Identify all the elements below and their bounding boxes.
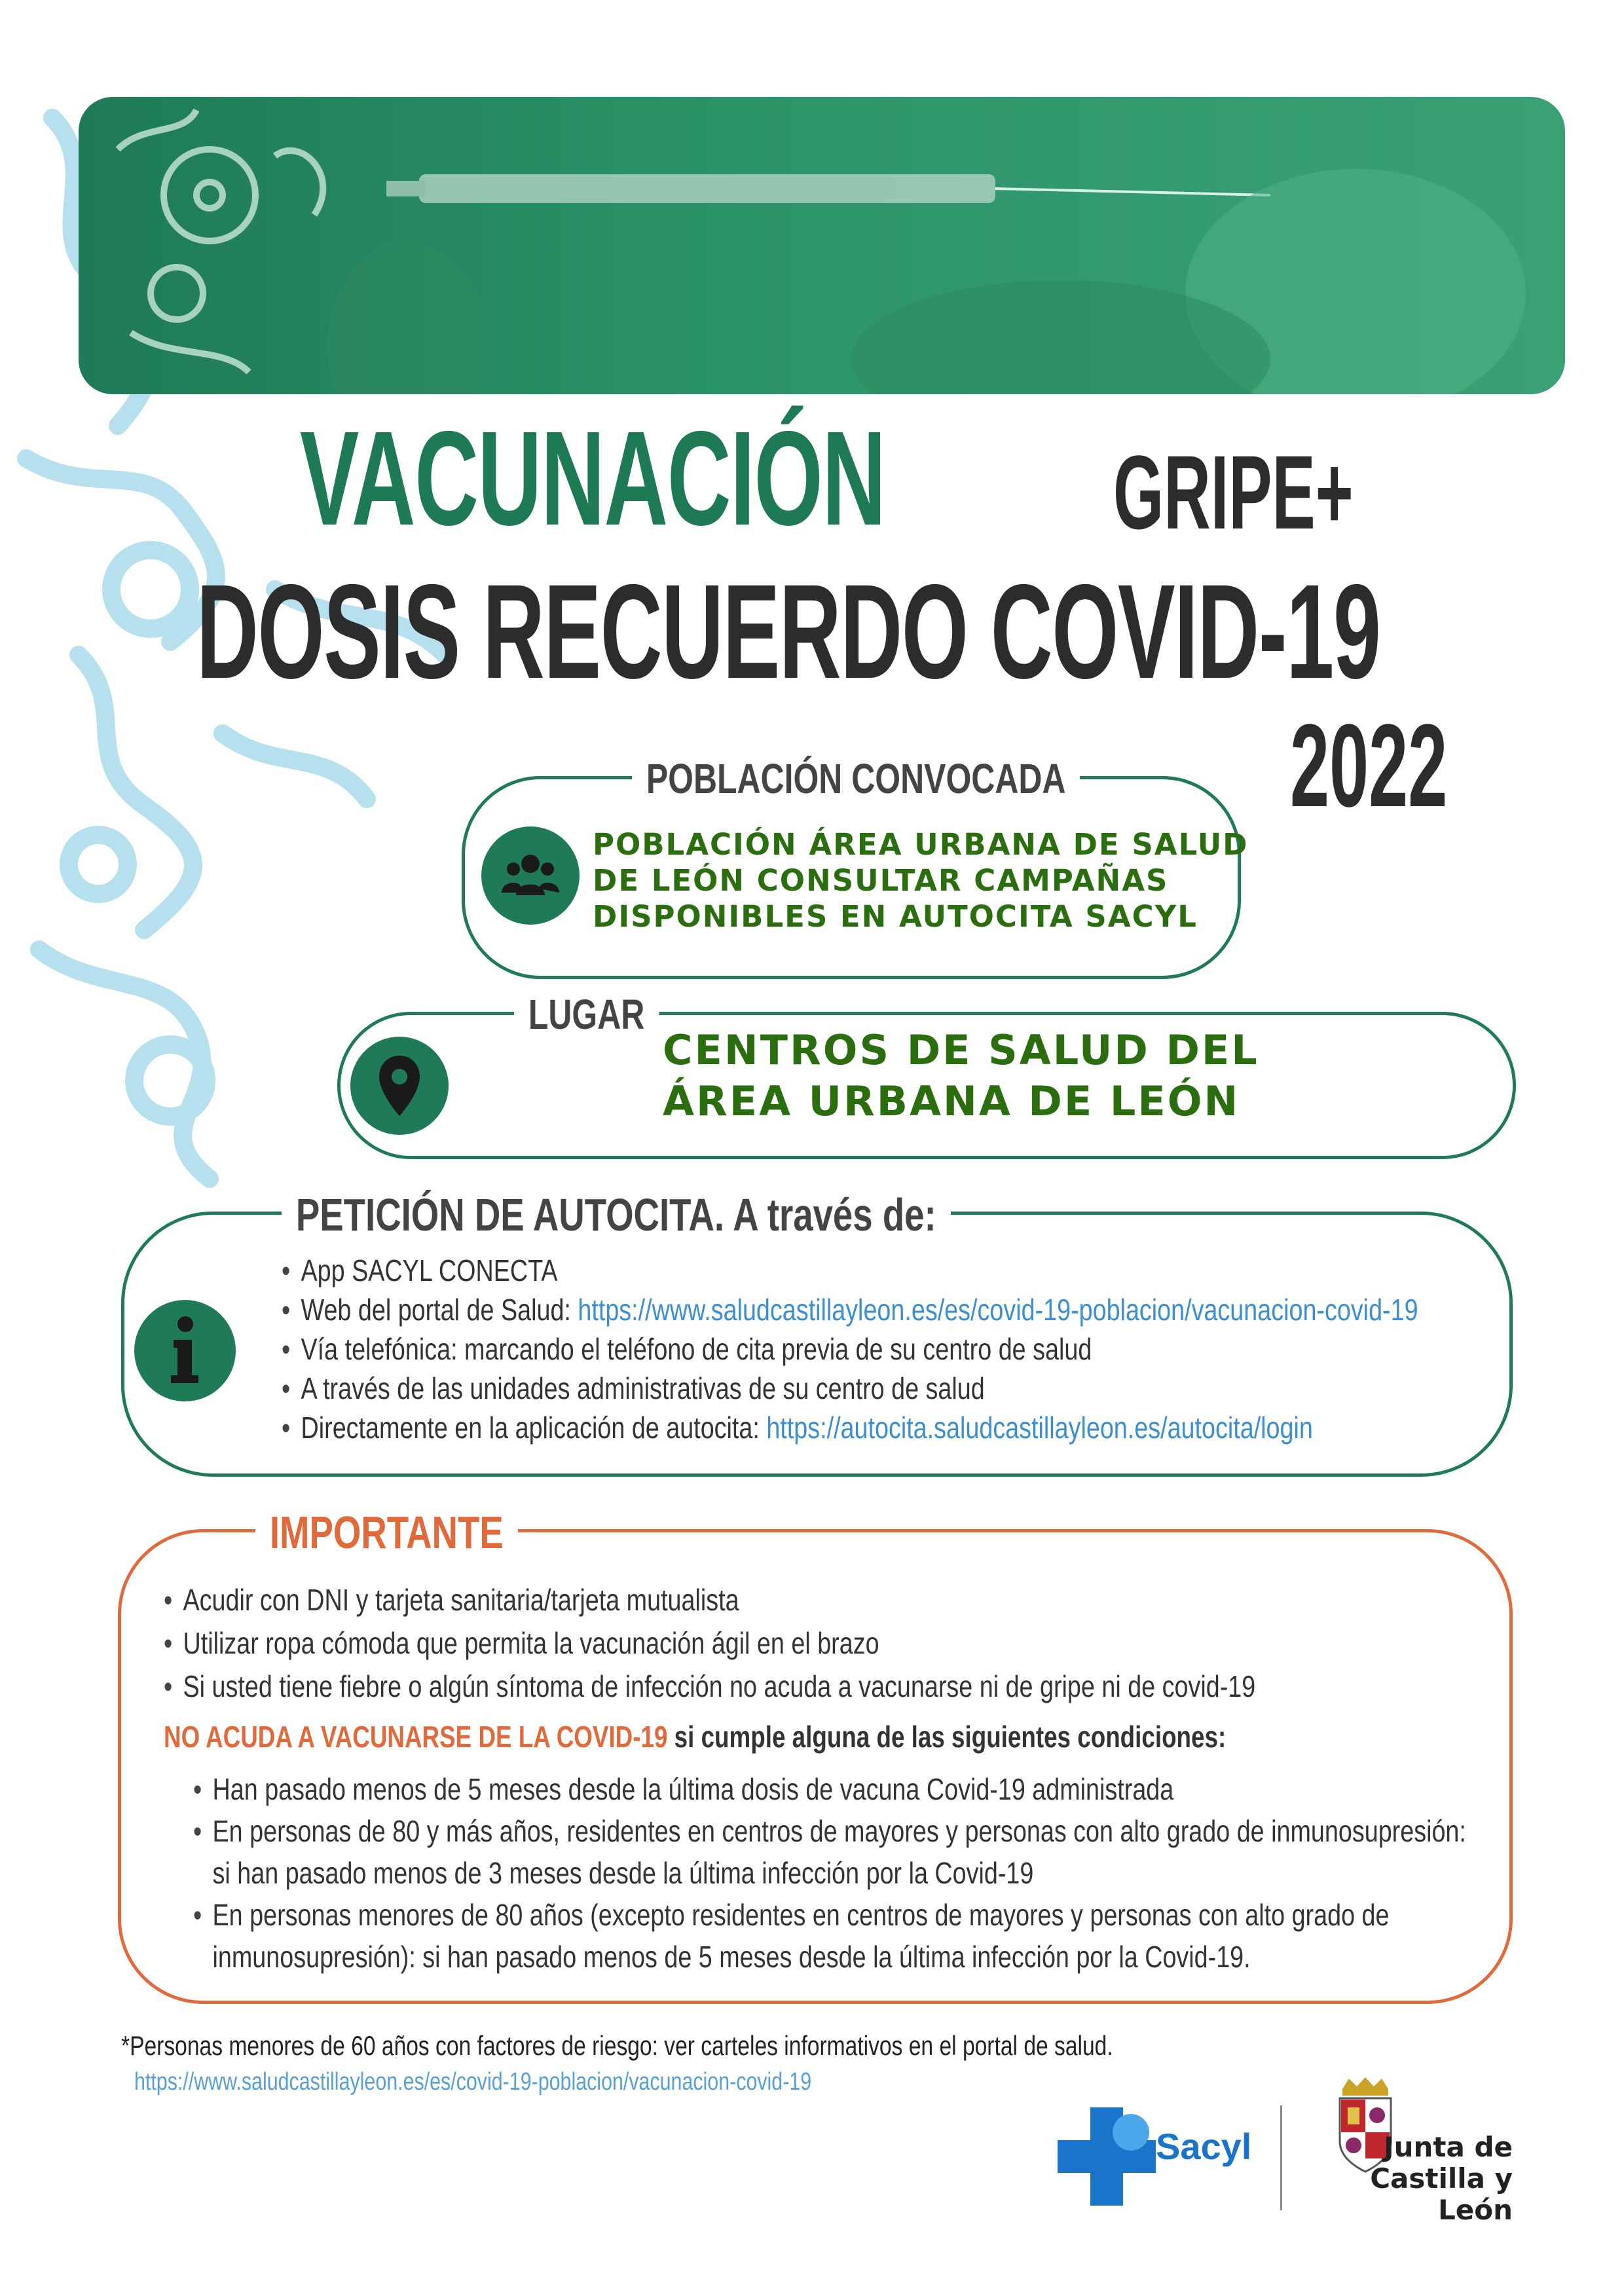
peticion-item-2 bbox=[282, 1290, 1418, 1329]
warning-rest-text: si cumple alguna de las siguientes condiciones: bbox=[667, 1720, 1227, 1754]
condition-item-1 bbox=[193, 1768, 1466, 1810]
autocita-link[interactable]: https://autocita.saludcastillayleon.es/autocita/login bbox=[766, 1411, 1313, 1445]
poblacion-label: POBLACIÓN CONVOCADA bbox=[632, 754, 1080, 803]
peticion-item-3 bbox=[282, 1329, 1418, 1369]
importante-item-1-text: Acudir con DNI y tarjeta sanitaria/tarjeta mutualista bbox=[183, 1583, 739, 1617]
importante-item-3-text: Si usted tiene fiebre o algún síntoma de infección no acuda a vacunarse ni de gripe ni de covid-19 bbox=[183, 1669, 1256, 1703]
condition-item-2 bbox=[193, 1810, 1466, 1894]
lugar-line-2: ÁREA URBANA DE LEÓN bbox=[663, 1077, 1240, 1125]
warning-line bbox=[164, 1719, 1226, 1754]
title-vacunacion: VACUNACIÓN bbox=[300, 403, 885, 553]
title-dosis-recuerdo: DOSIS RECUERDO COVID-19 bbox=[196, 557, 1380, 707]
importante-list bbox=[164, 1578, 1495, 1708]
logo-divider bbox=[1280, 2105, 1282, 2210]
peticion-item-3-text: Vía telefónica: marcando el teléfono de cita previa de su centro de salud bbox=[301, 1332, 1092, 1366]
poblacion-line-2: DE LEÓN CONSULTAR CAMPAÑAS bbox=[593, 863, 1169, 898]
sacyl-logo-icon bbox=[1058, 2107, 1156, 2206]
peticion-list bbox=[282, 1251, 1624, 1447]
poblacion-line-1: POBLACIÓN ÁREA URBANA DE SALUD bbox=[593, 827, 1249, 862]
map-pin-icon bbox=[350, 1037, 449, 1135]
peticion-item-5-text: Directamente en la aplicación de autocita: bbox=[301, 1411, 767, 1445]
people-group-icon bbox=[481, 826, 580, 925]
title-gripe: GRIPE+ bbox=[1113, 434, 1354, 551]
importante-label: IMPORTANTE bbox=[255, 1506, 518, 1559]
peticion-item-1 bbox=[282, 1251, 1418, 1290]
importante-item-3 bbox=[164, 1665, 1255, 1708]
poblacion-text bbox=[593, 826, 1249, 935]
peticion-item-4 bbox=[282, 1369, 1418, 1408]
importante-item-2-text: Utilizar ropa cómoda que permita la vacunación ágil en el brazo bbox=[183, 1626, 879, 1660]
importante-item-1 bbox=[164, 1578, 1255, 1621]
lugar-line-1: CENTROS DE SALUD DEL bbox=[663, 1026, 1259, 1074]
condition-2-line-2: si han pasado menos de 3 meses desde la última infección por la Covid-19 bbox=[212, 1856, 1034, 1890]
poblacion-line-3: DISPONIBLES EN AUTOCITA SACYL bbox=[593, 899, 1198, 934]
peticion-item-4-text: A través de las unidades administrativas de su centro de salud bbox=[301, 1371, 985, 1405]
title-year: 2022 bbox=[1290, 700, 1448, 832]
junta-line-2: Castilla y León bbox=[1370, 2162, 1513, 2226]
peticion-item-1-text: App SACYL CONECTA bbox=[301, 1253, 558, 1287]
condition-1-line-1: Han pasado menos de 5 meses desde la última dosis de vacuna Covid-19 administrada bbox=[212, 1772, 1174, 1806]
sacyl-logo-text: Sacyl bbox=[1156, 2126, 1252, 2167]
peticion-item-5 bbox=[282, 1408, 1418, 1447]
importante-item-2 bbox=[164, 1621, 1255, 1665]
peticion-label: PETICIÓN DE AUTOCITA. A través de: bbox=[282, 1189, 951, 1241]
warning-red-text: NO ACUDA A VACUNARSE DE LA COVID-19 bbox=[164, 1720, 668, 1754]
conditions-list bbox=[193, 1768, 1624, 1978]
condition-2-line-1: En personas de 80 y más años, residentes en centros de mayores y personas con alto grado de inmunosupresión: bbox=[212, 1814, 1466, 1848]
hero-vaccine-banner bbox=[79, 97, 1565, 394]
junta-logo-text bbox=[1316, 2132, 1513, 2226]
lugar-label: LUGAR bbox=[514, 990, 659, 1039]
info-icon bbox=[134, 1300, 236, 1401]
condition-3-line-2: inmunosupresión): si han pasado menos de 5 meses desde la última infección por la Covid-19. bbox=[212, 1940, 1251, 1974]
vaccine-syringe-illustration bbox=[79, 97, 1565, 394]
condition-item-3 bbox=[193, 1894, 1466, 1978]
condition-3-line-1: En personas menores de 80 años (excepto residentes en centros de mayores y personas con alto grado de bbox=[212, 1898, 1390, 1932]
footnote-link[interactable]: https://www.saludcastillayleon.es/es/covid-19-poblacion/vacunacion-covid-19 bbox=[134, 2068, 812, 2096]
peticion-item-2-text: Web del portal de Salud: bbox=[301, 1293, 578, 1327]
portal-salud-link[interactable]: https://www.saludcastillayleon.es/es/covid-19-poblacion/vacunacion-covid-19 bbox=[578, 1293, 1418, 1327]
junta-line-1: Junta de bbox=[1383, 2131, 1513, 2163]
footnote-text: *Personas menores de 60 años con factores de riesgo: ver carteles informativos en el portal de salud. bbox=[121, 2030, 1113, 2061]
lugar-text bbox=[663, 1025, 1259, 1127]
